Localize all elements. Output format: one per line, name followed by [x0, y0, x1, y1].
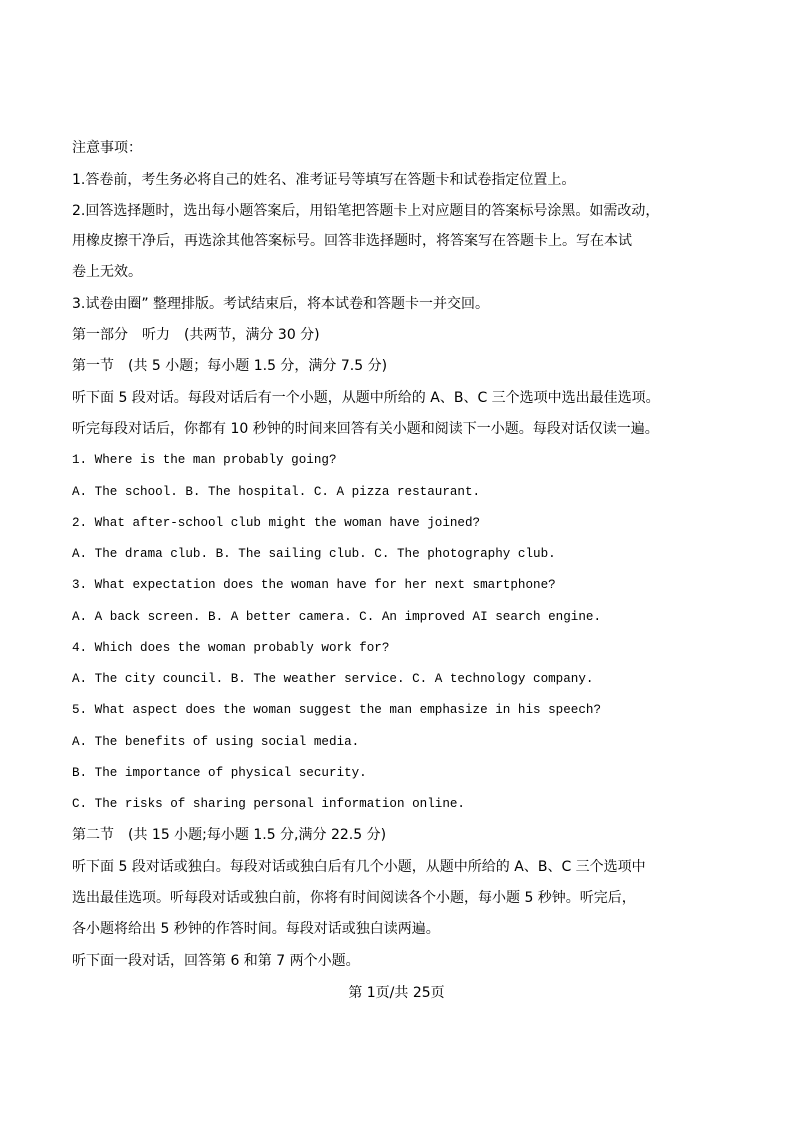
- section2-instruction-1: 听下面 5 段对话或独白。每段对话或独白后有几个小题，从题中所给的 A、B、C 三个选项中: [72, 859, 646, 875]
- question-5-option-c: C. The risks of sharing personal information online.: [72, 797, 465, 811]
- page-number: 第 1页/共 25页: [348, 985, 445, 1001]
- question-3-options: A. A back screen. B. A better camera. C. An improved AI search engine.: [72, 610, 602, 624]
- section1-title: 第一节 (共 5 小题；每小题 1.5 分，满分 7.5 分): [72, 358, 388, 374]
- notice-heading: 注意事项：: [72, 140, 142, 156]
- question-2: 2. What after-school club might the woman have joined?: [72, 516, 481, 530]
- notice-item-2: 2.回答选择题时，选出每小题答案后，用铅笔把答题卡上对应题目的答案标号涂黑。如需改动，: [72, 203, 660, 219]
- part1-title: 第一部分 听力 (共两节，满分 30 分): [72, 327, 320, 343]
- section2-instruction-4: 听下面一段对话，回答第 6 和第 7 两个小题。: [72, 953, 360, 969]
- section1-instruction-1: 听下面 5 段对话。每段对话后有一个小题，从题中所给的 A、B、C 三个选项中选出最佳选项。: [72, 390, 660, 406]
- question-1: 1. Where is the man probably going?: [72, 453, 337, 467]
- section2-instruction-2: 选出最佳选项。听每段对话或独白前，你将有时间阅读各个小题，每小题 5 秒钟。听完后，: [72, 890, 636, 906]
- question-4: 4. Which does the woman probably work for?: [72, 641, 390, 655]
- question-5-option-a: A. The benefits of using social media.: [72, 735, 360, 749]
- question-4-options: A. The city council. B. The weather service. C. A technology company.: [72, 672, 594, 686]
- notice-item-3: 3.试卷由圈” 整理排版。考试结束后，将本试卷和答题卡一并交回。: [72, 296, 490, 312]
- notice-item-2-end: 卷上无效。: [72, 264, 142, 280]
- question-2-options: A. The drama club. B. The sailing club. C. The photography club.: [72, 547, 556, 561]
- question-1-options: A. The school. B. The hospital. C. A pizza restaurant.: [72, 485, 481, 499]
- question-5: 5. What aspect does the woman suggest the man emphasize in his speech?: [72, 703, 602, 717]
- section2-instruction-3: 各小题将给出 5 秒钟的作答时间。每段对话或独白读两遍。: [72, 921, 440, 937]
- section1-instruction-2: 听完每段对话后，你都有 10 秒钟的时间来回答有关小题和阅读下一小题。每段对话仅读一遍。: [72, 421, 659, 437]
- question-3: 3. What expectation does the woman have for her next smartphone?: [72, 578, 556, 592]
- notice-item-2-cont: 用橡皮擦干净后，再选涂其他答案标号。回答非选择题时，将答案写在答题卡上。写在本试: [72, 233, 632, 249]
- notice-item-1: 1.答卷前，考生务必将自己的姓名、准考证号等填写在答题卡和试卷指定位置上。: [72, 172, 576, 188]
- question-5-option-b: B. The importance of physical security.: [72, 766, 367, 780]
- section2-title: 第二节 (共 15 小题;每小题 1.5 分,满分 22.5 分): [72, 827, 387, 843]
